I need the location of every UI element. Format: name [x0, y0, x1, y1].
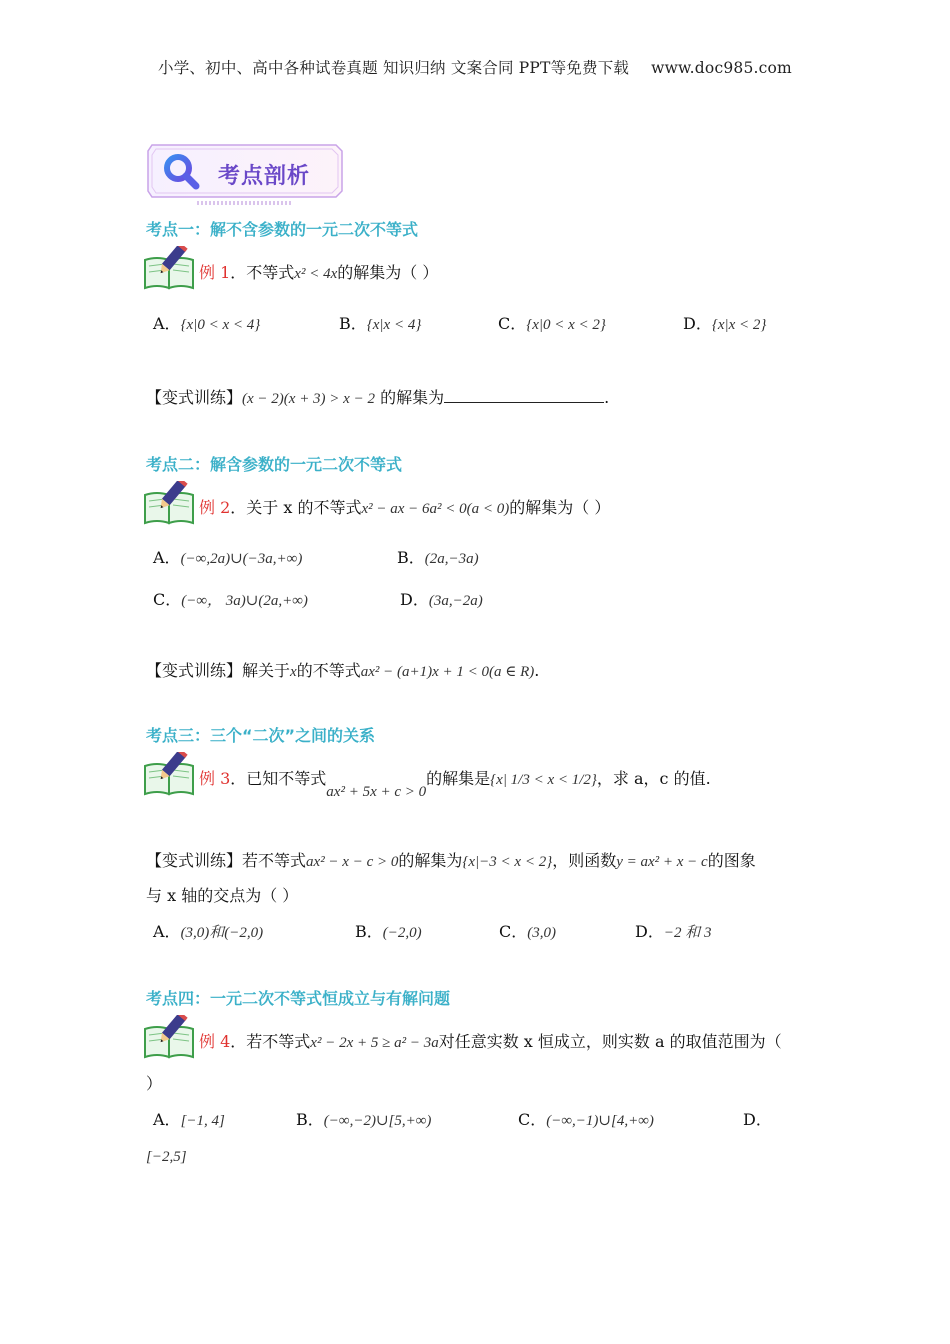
example-label: 例 1 [199, 263, 231, 282]
training-3-line2: 与 x 轴的交点为（ ） [146, 886, 299, 905]
section-title-4: 考点四：一元二次不等式恒成立与有解问题 [146, 989, 451, 1008]
option-c: C．{x|0 < x < 2} [498, 314, 606, 333]
header-text: 小学、初中、高中各种试卷真题 知识归纳 文案合同 PPT等免费下载 [158, 59, 630, 77]
banner-title: 考点剖析 [218, 164, 311, 189]
magnifier-icon [162, 152, 202, 192]
option-c: C．(−∞， 3a)∪(2a,+∞) [153, 590, 308, 609]
section-title-3: 考点三：三个“二次”之间的关系 [146, 726, 376, 745]
section-title-2: 考点二：解含参数的一元二次不等式 [146, 455, 403, 474]
example-pre: ．不等式 [230, 263, 295, 282]
example-math: x² < 4x [294, 266, 338, 282]
section-banner [146, 143, 344, 205]
training-3: 【变式训练】若不等式ax² − x − c > 0的解集为{x|−3 < x < 2}，则函数y = ax² + x − c的图象 [146, 851, 756, 870]
header-site: www.doc985.com [651, 59, 792, 77]
book-pencil-icon [143, 246, 197, 292]
example-post: 的解集为（ ） [337, 263, 439, 282]
option-d: D． [743, 1110, 772, 1129]
option-d: D．{x|x < 2} [683, 314, 767, 333]
training-math: (x − 2)(x + 3) > x − 2 [242, 391, 375, 407]
example-4-line2: ） [146, 1074, 163, 1093]
page-header [0, 56, 950, 78]
option-c: C．(−∞,−1)∪[4,+∞) [518, 1110, 654, 1129]
example-1 [199, 260, 438, 283]
book-pencil-icon [143, 1015, 197, 1061]
option-a: A．(−∞,2a)∪(−3a,+∞) [153, 548, 303, 567]
option-a: A．(3,0)和(−2,0) [153, 922, 264, 941]
training-label: 【变式训练】 [146, 388, 243, 407]
training-2: 【变式训练】解关于x的不等式ax² − (a+1)x + 1 < 0(a ∈ R). [146, 661, 540, 680]
answer-blank[interactable] [444, 388, 604, 403]
training-1: 【变式训练】(x − 2)(x + 3) > x − 2 的解集为 . [146, 388, 610, 407]
book-pencil-icon [143, 481, 197, 527]
training-post: 的解集为 [380, 388, 445, 407]
book-pencil-icon [143, 752, 197, 798]
section-title-1: 考点一：解不含参数的一元二次不等式 [146, 220, 419, 239]
option-c: C．(3,0) [499, 922, 556, 941]
option-d: D．(3a,−2a) [400, 590, 483, 609]
option-b: B．(2a,−3a) [397, 548, 479, 567]
option-d-value: [−2,5] [146, 1149, 187, 1165]
example-3: 例 3．已知不等式ax² + 5x + c > 0的解集是{x| 1/3 < x < 1/2}，求 a，c 的值. [199, 769, 711, 800]
option-b: B．(−∞,−2)∪[5,+∞) [296, 1110, 432, 1129]
example-4: 例 4．若不等式x² − 2x + 5 ≥ a² − 3a对任意实数 x 恒成立，则实数 a 的取值范围为（ [199, 1032, 782, 1051]
option-b: B．{x|x < 4} [339, 314, 422, 333]
option-a: A．[−1, 4] [153, 1110, 225, 1129]
example-2: 例 2．关于 x 的不等式x² − ax − 6a² < 0(a < 0)的解集为（ ） [199, 498, 611, 517]
option-b: B．(−2,0) [355, 922, 422, 941]
option-a: A．{x|0 < x < 4} [153, 314, 261, 333]
option-d: D．−2 和 3 [635, 922, 712, 941]
